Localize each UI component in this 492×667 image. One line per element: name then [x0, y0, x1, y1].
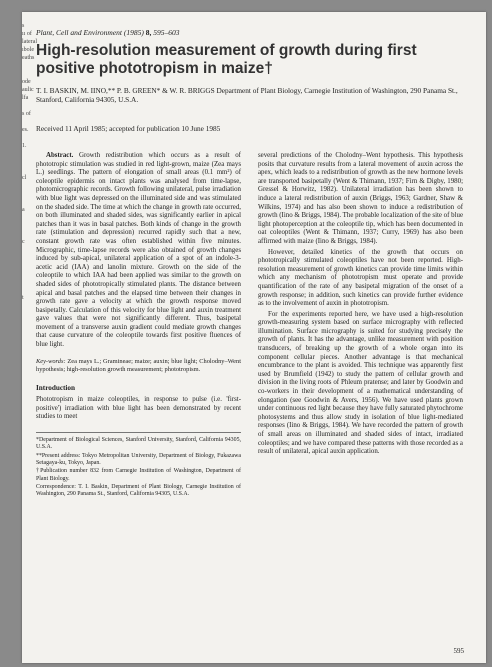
- abstract-text: Growth redistribution which occurs as a result of phototropic stimulation was studied in red light-grown, maize (Zea mays L.) seedlings. The pattern of elongation of small areas (0.1 mm²) of coleoptile epidermis on intact plants was analysed from time-lapse, photomicrographic records. Growth following unilateral, pulse irradiation with blue light was depressed on the illuminated side and was stimulated on the shaded side. The time at which the change in growth rate occurred, on both illuminated and shaded sides, was significantly earlier in apical patches than it was in basal patches. Both kinds of change in the growth rate (stimulation and depression) recurred rapidly such that a new, constant growth rate was often established within five minutes. Micrographic, time-lapse records were also obtained of growth changes induced by sub-apical, unilateral application of a spot of an indole-3-acetic acid (IAA) and lanolin mixture. Growth on the side of the coleoptile to which IAA had been applied was similar to the growth on shaded sides of phototropically stimulated plants. The distance between apical and basal patches and the elapsed time between their changes in growth rate gave a velocity at which the growth response moved basipetally. Calculation of this velocity for blue light and auxin treatment gave values that were not significantly different. Thus, basipetal movement of a transverse auxin gradient could mediate growth changes that cause curvature of the coleoptile towards first positive fluences of blue light.: [36, 152, 241, 349]
- gutter-fragment: es.: [22, 127, 29, 133]
- gutter-fragment: ıı of: [22, 31, 32, 37]
- gutter-fragment: [22, 518, 42, 526]
- gutter-fragment: [22, 606, 42, 614]
- gutter-fragment: aulic: [22, 87, 34, 93]
- right-column: [258, 152, 463, 459]
- page-number: 595: [453, 647, 464, 655]
- paper-title: High-resolution measurement of growth during first positive phototropism in maize†: [36, 42, 417, 77]
- gutter-fragment: [22, 502, 42, 510]
- gutter-fragment: ode: [22, 79, 31, 85]
- gutter-fragment: [22, 550, 42, 558]
- gutter-fragment: [22, 134, 42, 142]
- introduction-text: Phototropism in maize coleoptiles, in response to pulse (i.e. 'first-positive') irradiation with blue light has been demonstrated by recent studies to meet: [36, 396, 241, 421]
- received-dates: Received 11 April 1985; accepted for publication 10 June 1985: [36, 124, 221, 133]
- body-paragraph: However, detailed kinetics of the growth that occurs on phototropically stimulated coleoptiles have not been reported. High-resolution measurement of growth kinetics can provide time limits within which any mechanism of phototropism must operate and provide quantification of the rate of any basipetal migration of the onset of a growth response; in addition, such kinetics can provide further evidence as to the involvement of auxin in phototropism.: [258, 248, 463, 308]
- gutter-fragment: [22, 542, 42, 550]
- gutter-fragment: s of: [22, 111, 31, 117]
- journal-name: Plant, Cell and Environment: [36, 28, 122, 37]
- footnote: **Present address: Tokyo Metropolitan University, Department of Biology, Fukazawa Setagaya-ku, Tokyo, Japan.: [36, 452, 241, 466]
- authors-block: [36, 86, 466, 104]
- gutter-fragment: [22, 566, 42, 574]
- gutter-fragment: [22, 558, 42, 566]
- gutter-fragment: lateral: [22, 39, 37, 45]
- paper-page: [22, 12, 486, 663]
- gutter-fragment: [22, 590, 42, 598]
- journal-pages: 595–603: [153, 28, 180, 37]
- journal-volume: 8,: [145, 28, 152, 37]
- body-paragraph: several predictions of the Cholodny–Went hypothesis. This hypothesis posits that curvature results from a lateral movement of auxin across the apex, which leads to a redistribution of growth as the new hormone levels are transported basipetally (Went & Thimann, 1937; Firn & Digby, 1980; Gressel & Horwitz, 1982). Unilateral irradiation has been shown to induce a lateral redistribution of auxin (Briggs, 1963; Gardner, Shaw & Wilkins, 1974) and has also been shown to induce a redistribution of growth (Iino & Briggs, 1984). The probable localization of the site of blue light photoperception at the coleoptile tip, which has been documented in oat coleoptiles (Went & Thimann, 1937; Curry, 1969) has also been affirmed with maize (Iino & Briggs, 1984).: [258, 152, 464, 245]
- body-paragraph: For the experiments reported here, we have used a high-resolution growth-measuring system based on surface micrography with reflected illumination. Surface micrography is suited for studying precisely the growth of plants. It has the advantage, unlike measurement with position transducers, of breaking up the growth of a whole organ into its component cellular pieces. Another advantage is that mechanical encumbrance to the plant is avoided. This technique was apparently first used by Brumfield (1942) to study the pattern of cellular growth and division in the living roots of Phleum pratense; and later by Goodwin and co-workers in their development of a mathematical understanding of elongation (see Goodwin & Avers, 1956). We have used plants grown under continuous red light because they have fully saturated phytochrome photosystems and thus allow study in isolation of blue light-mediated responses (Iino & Briggs, 1984). We have recorded the pattern of growth of small areas on illuminated and shaded sides of intact, irradiated coleoptiles; and we have compared these patterns with those recorded as a result of unilateral, apical auxin application.: [258, 310, 463, 456]
- abstract-paragraph: [36, 152, 241, 350]
- journal-header: [36, 28, 179, 37]
- keywords-label: Key-words:: [36, 357, 66, 365]
- gutter-fragment: [22, 510, 42, 518]
- footnote: Correspondence: T. I. Baskin, Department of Plant Biology, Carnegie Institution of Washington, 290 Panama St., Stanford, California 94305, U.S.A.: [36, 483, 241, 498]
- gutter-fragment: ıbole: [22, 47, 34, 53]
- gutter-fragment: a: [22, 207, 25, 213]
- left-column: [36, 152, 241, 499]
- gutter-fragment: [22, 574, 42, 582]
- gutter-fragment: cl: [22, 175, 27, 181]
- gutter-fragment: [22, 526, 42, 534]
- gutter-fragment: lfa: [22, 95, 29, 101]
- footnotes: [36, 432, 241, 498]
- keywords-text: Zea mays L.; Gramineae; maize; auxin; blue light; Cholodny–Went hypothesis; high-resolution growth measurement; phototropism.: [36, 357, 241, 373]
- gutter-fragment: t: [22, 295, 24, 301]
- gutter-fragment: c: [22, 239, 25, 245]
- author-affiliation: Department of Plant Biology, Carnegie Institution of Washington, 290 Panama St., Stanford, California 94305, U.S.A.: [36, 86, 458, 104]
- gutter-fragment: [22, 598, 42, 606]
- footnote: *Department of Biological Sciences, Stanford University, Stanford, California 94305, U.S.A.: [36, 437, 241, 451]
- gutter-fragment: [22, 582, 42, 590]
- gutter-fragment: s: [22, 23, 25, 29]
- gutter-fragment: [22, 534, 42, 542]
- footnote: †Publication number 832 from Carnegie Institution of Washington, Department of Plant Biology.: [36, 468, 241, 482]
- gutter-fragment: eaths: [22, 55, 35, 61]
- abstract-label: Abstract.: [46, 152, 74, 159]
- author-names: T. I. BASKIN, M. IINO,** P. B. GREEN* & W. R. BRIGGS: [36, 86, 215, 95]
- keywords-block: [36, 358, 241, 374]
- gutter-fragment: 1.: [22, 143, 27, 149]
- journal-year: (1985): [123, 28, 144, 37]
- introduction-heading: Introduction: [36, 383, 76, 392]
